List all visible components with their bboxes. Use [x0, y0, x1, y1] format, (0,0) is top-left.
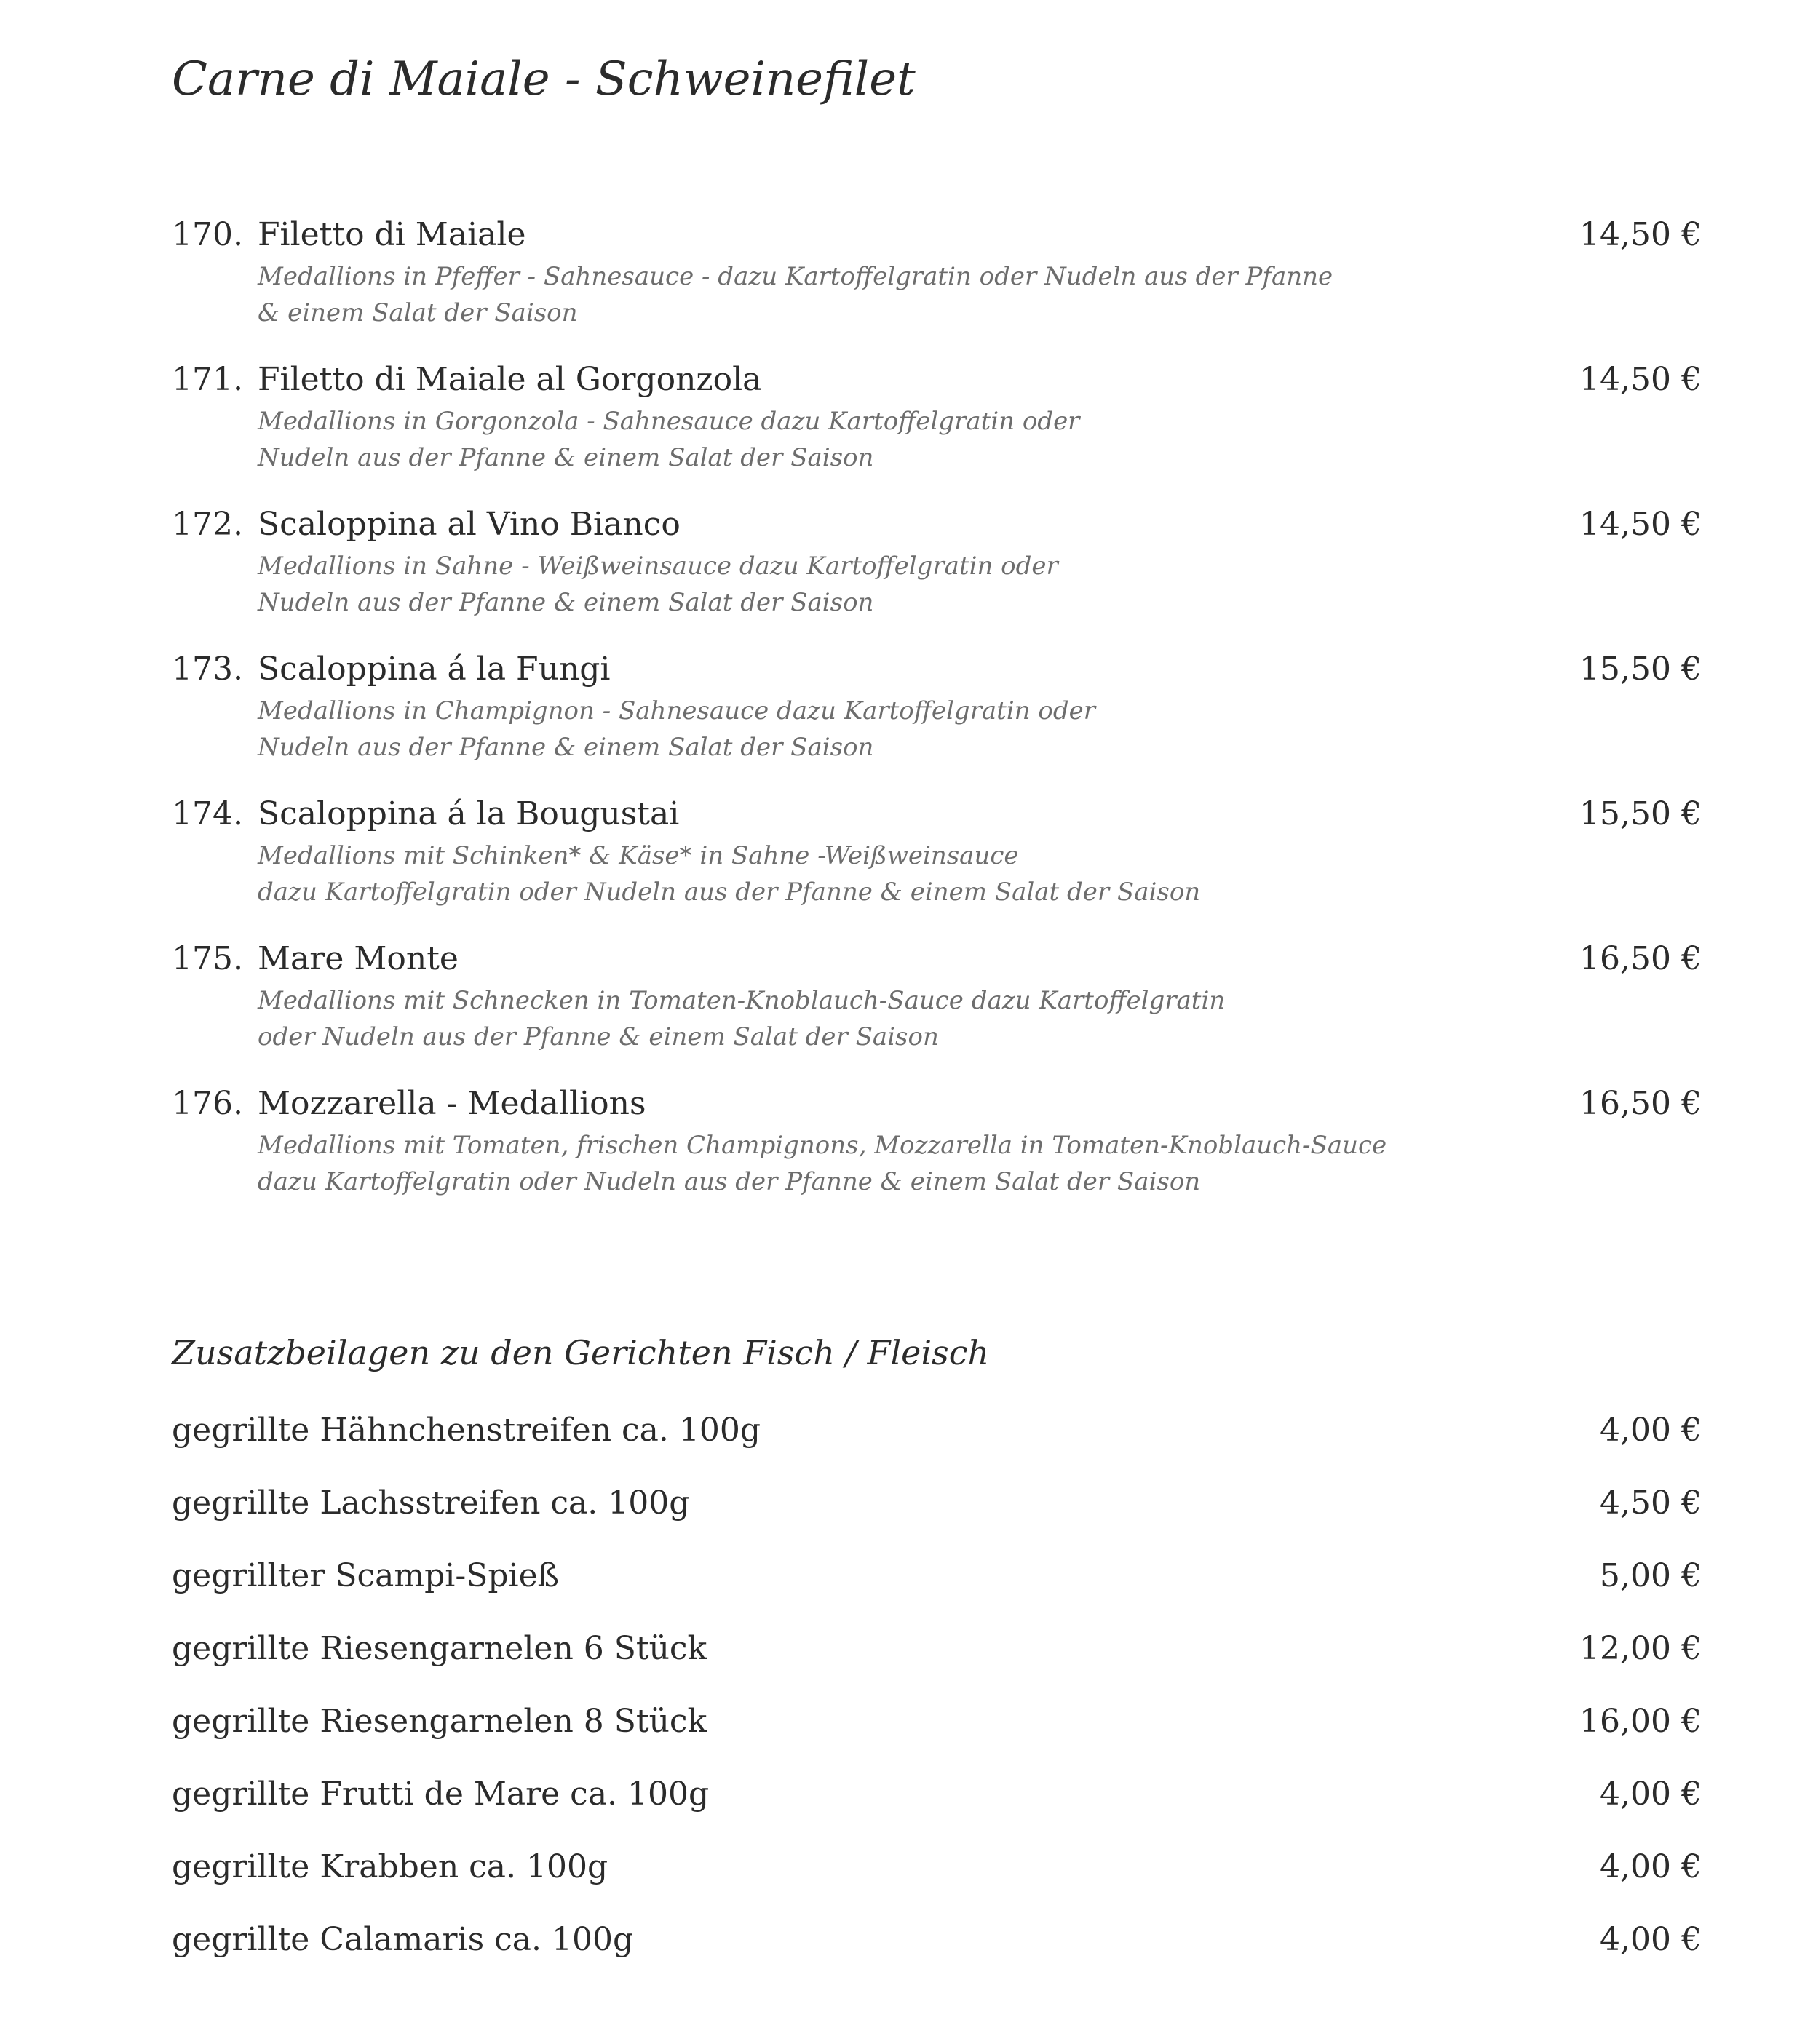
dish-description-line: Medallions mit Schnecken in Tomaten-Knoblauch-Sauce dazu Kartoffelgratin [258, 986, 1226, 1015]
dish-name: Filetto di Maiale al Gorgonzola [258, 361, 762, 398]
dish-description [258, 548, 1058, 621]
dish-price: 14,50 € [1579, 506, 1702, 543]
dish-price: 16,50 € [1579, 940, 1702, 977]
side-item-price: 12,00 € [1579, 1630, 1702, 1667]
side-item-price: 4,50 € [1600, 1484, 1702, 1522]
side-item-price: 5,00 € [1600, 1557, 1702, 1594]
dish-description [258, 403, 1079, 476]
side-item-name: gegrillte Krabben ca. 100g [172, 1848, 608, 1885]
dish-description-line: Nudeln aus der Pfanne & einem Salat der Saison [258, 443, 874, 472]
dish-name: Scaloppina á la Bougustai [258, 795, 680, 832]
side-item-name: gegrillter Scampi-Spieß [172, 1557, 560, 1594]
dish-number: 170. [172, 216, 243, 253]
dish-description [258, 838, 1200, 910]
dish-description-line: Medallions in Pfeffer - Sahnesauce - dazu Kartoffelgratin oder Nudeln aus der Pfanne [258, 262, 1333, 291]
dish-number: 175. [172, 940, 243, 977]
side-item-name: gegrillte Hähnchenstreifen ca. 100g [172, 1412, 761, 1449]
dish-description-line: Nudeln aus der Pfanne & einem Salat der Saison [258, 733, 874, 762]
side-item [172, 1629, 1702, 1672]
side-item [172, 1774, 1702, 1818]
dish-description [258, 693, 1095, 765]
sides-section-title: Zusatzbeilagen zu den Gerichten Fisch / Fleisch [172, 1333, 990, 1372]
dish-description-line: oder Nudeln aus der Pfanne & einem Salat der Saison [258, 1022, 939, 1051]
dish-number: 173. [172, 651, 243, 688]
section-title: Carne di Maiale - Schweinefilet [172, 52, 916, 106]
dish-price: 14,50 € [1579, 216, 1702, 253]
side-item [172, 1556, 1702, 1599]
dish-number: 172. [172, 506, 243, 543]
dish-price: 16,50 € [1579, 1085, 1702, 1122]
side-item-price: 4,00 € [1600, 1775, 1702, 1813]
side-item [172, 1847, 1702, 1890]
dish-number: 176. [172, 1085, 243, 1122]
dish-description [258, 982, 1225, 1055]
dish-description-line: Medallions mit Tomaten, frischen Champignons, Mozzarella in Tomaten-Knoblauch-Sauce [258, 1131, 1387, 1160]
side-item [172, 1410, 1702, 1454]
side-item [172, 1483, 1702, 1527]
dish-price: 14,50 € [1579, 361, 1702, 398]
side-item [172, 1920, 1702, 1963]
side-item-name: gegrillte Calamaris ca. 100g [172, 1921, 634, 1958]
side-item-name: gegrillte Riesengarnelen 6 Stück [172, 1630, 707, 1667]
dish-price: 15,50 € [1579, 795, 1702, 832]
side-item-price: 16,00 € [1579, 1703, 1702, 1740]
side-item-price: 4,00 € [1600, 1848, 1702, 1885]
dish-description-line: Nudeln aus der Pfanne & einem Salat der Saison [258, 588, 874, 617]
dish-description-line: & einem Salat der Saison [258, 298, 578, 327]
side-item-name: gegrillte Lachsstreifen ca. 100g [172, 1484, 690, 1522]
dish-description-line: dazu Kartoffelgratin oder Nudeln aus der Pfanne & einem Salat der Saison [258, 1167, 1201, 1196]
dish-name: Scaloppina á la Fungi [258, 651, 611, 688]
dish-number: 171. [172, 361, 243, 398]
dish-number: 174. [172, 795, 243, 832]
dish-name: Mozzarella - Medallions [258, 1085, 646, 1122]
side-item [172, 1701, 1702, 1745]
side-item-name: gegrillte Frutti de Mare ca. 100g [172, 1775, 710, 1813]
dish-description [258, 1127, 1387, 1200]
dish-description [258, 258, 1333, 331]
dish-name: Filetto di Maiale [258, 216, 526, 253]
dish-price: 15,50 € [1579, 651, 1702, 688]
dish-name: Mare Monte [258, 940, 459, 977]
dish-description-line: Medallions mit Schinken* & Käse* in Sahne -Weißweinsauce [258, 841, 1019, 870]
side-item-price: 4,00 € [1600, 1921, 1702, 1958]
side-item-price: 4,00 € [1600, 1412, 1702, 1449]
dish-description-line: Medallions in Champignon - Sahnesauce dazu Kartoffelgratin oder [258, 696, 1095, 725]
dish-description-line: Medallions in Sahne - Weißweinsauce dazu Kartoffelgratin oder [258, 552, 1058, 581]
dish-description-line: dazu Kartoffelgratin oder Nudeln aus der Pfanne & einem Salat der Saison [258, 878, 1201, 907]
dish-description-line: Medallions in Gorgonzola - Sahnesauce dazu Kartoffelgratin oder [258, 407, 1080, 436]
side-item-name: gegrillte Riesengarnelen 8 Stück [172, 1703, 707, 1740]
dish-name: Scaloppina al Vino Bianco [258, 506, 681, 543]
